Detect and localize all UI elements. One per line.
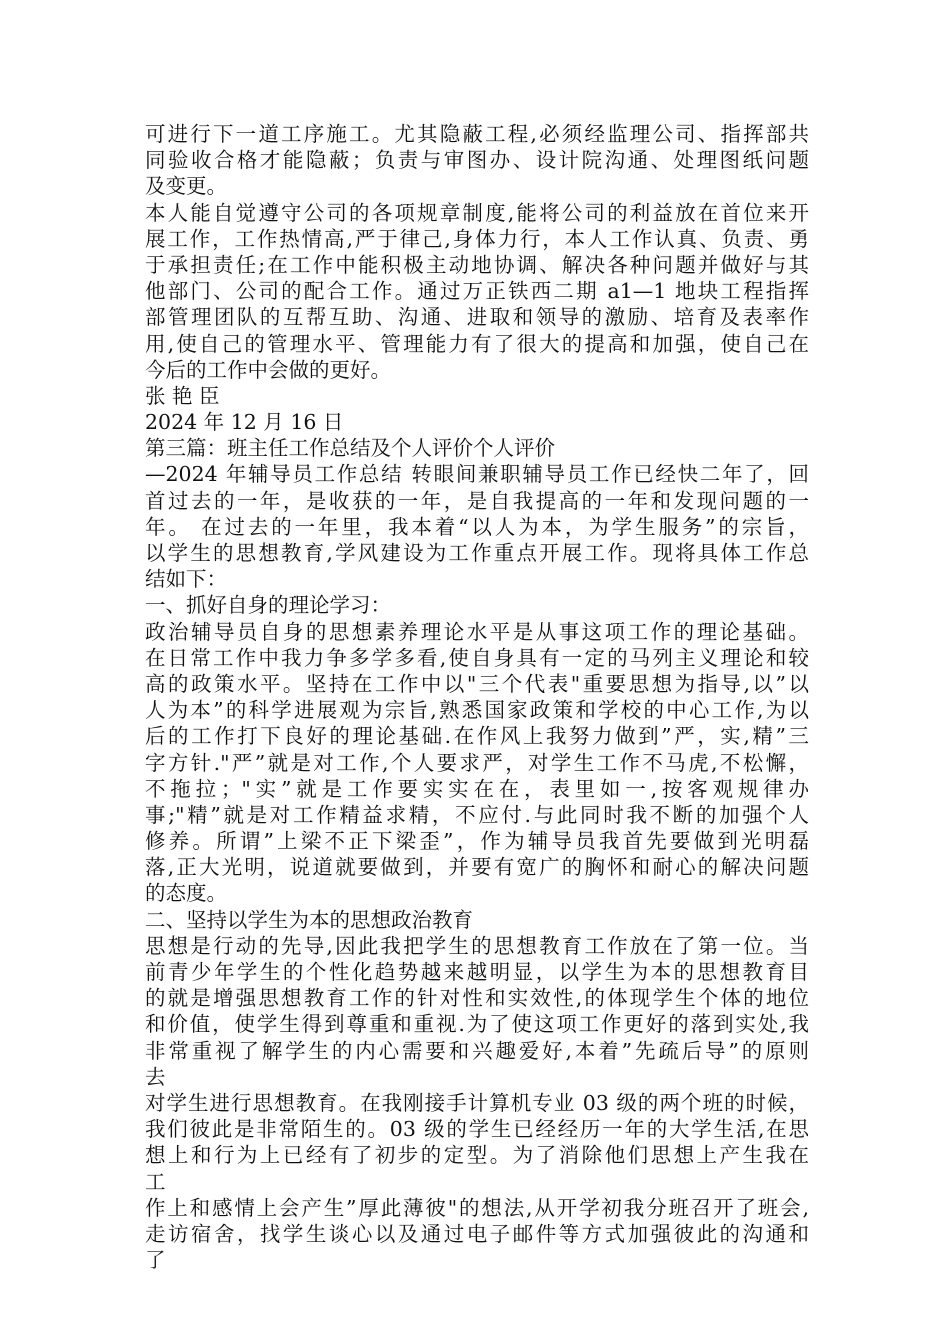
text-line: 他部门、公司的配合工作。通过万正铁西二期 a1—1 地块工程指挥 bbox=[145, 279, 809, 304]
text-line: 政治辅导员自身的思想素养理论水平是从事这项工作的理论基础。 bbox=[145, 619, 809, 644]
text-line: 以学生的思想教育,学风建设为工作重点开展工作。现将具体工作总 bbox=[145, 541, 809, 565]
text-line: 部管理团队的互帮互助、沟通、进取和领导的激励、培育及表率作 bbox=[145, 305, 809, 330]
text-line: 同验收合格才能隐蔽；负责与审图办、设计院沟通、处理图纸问题 bbox=[145, 148, 809, 173]
text-line: 落,正大光明，说道就要做到，并要有宽广的胸怀和耐心的解决问题 bbox=[145, 855, 809, 880]
text-line: 去 bbox=[145, 1064, 166, 1089]
text-line: 人为本”的科学进展观为宗旨,熟悉国家政策和学校的中心工作,为以 bbox=[145, 698, 809, 723]
text-line: 二、坚持以学生为本的思想政治教育 bbox=[145, 907, 473, 932]
text-line: 高的政策水平。坚持在工作中以"三个代表"重要思想为指导,以”以 bbox=[145, 671, 809, 696]
text-line: 本人能自觉遵守公司的各项规章制度,能将公司的利益放在首位来开 bbox=[145, 200, 809, 225]
text-line: 在日常工作中我力争多学多看,使自身具有一定的马列主义理论和较 bbox=[145, 645, 809, 670]
text-line: 不拖拉；"实”就是工作要实实在在，表里如一,按客观规律办 bbox=[145, 776, 809, 801]
text-line: 作上和感情上会产生”厚此薄彼"的想法,从开学初我分班召开了班会, bbox=[145, 1195, 809, 1220]
text-line: 后的工作打下良好的理论基础.在作风上我努力做到”严，实,精”三 bbox=[145, 724, 809, 749]
text-line: 和价值，使学生得到尊重和重视.为了使这项工作更好的落到实处,我 bbox=[145, 1012, 809, 1037]
text-line: 及变更。 bbox=[145, 174, 227, 199]
document-body bbox=[145, 121, 809, 1273]
text-line: 想上和行为上已经有了初步的定型。为了消除他们思想上产生我在 bbox=[145, 1143, 809, 1168]
text-line: 工 bbox=[145, 1169, 166, 1194]
text-line: 一、抓好自身的理论学习： bbox=[145, 593, 391, 618]
text-line: 我们彼此是非常陌生的。03 级的学生已经经历一年的大学生活,在思 bbox=[145, 1117, 809, 1142]
text-line: 于承担责任;在工作中能积极主动地协调、解决各种问题并做好与其 bbox=[145, 252, 809, 277]
text-line: 思想是行动的先导,因此我把学生的思想教育工作放在了第一位。当 bbox=[145, 933, 809, 958]
text-line: 张 艳 臣 bbox=[145, 383, 220, 408]
text-line: —2024 年辅导员工作总结 转眼间兼职辅导员工作已经快二年了，回 bbox=[145, 462, 809, 487]
text-line: 走访宿舍，找学生谈心以及通过电子邮件等方式加强彼此的沟通和 bbox=[145, 1221, 809, 1246]
text-line: 的就是增强思想教育工作的针对性和实效性,的体现学生个体的地位 bbox=[145, 986, 809, 1011]
text-line: 年。 在过去的一年里，我本着“以人为本，为学生服务”的宗旨， bbox=[145, 514, 809, 539]
text-line: 字方针."严”就是对工作,个人要求严，对学生工作不马虎,不松懈， bbox=[145, 750, 809, 775]
text-line: 了 bbox=[145, 1248, 166, 1273]
text-line: 的态度。 bbox=[145, 881, 227, 906]
text-line: 非常重视了解学生的内心需要和兴趣爱好,本着”先疏后导”的原则 bbox=[145, 1038, 809, 1063]
text-line: 事;"精”就是对工作精益求精，不应付.与此同时我不断的加强个人 bbox=[145, 802, 809, 827]
text-line: 首过去的一年，是收获的一年，是自我提高的一年和发现问题的一 bbox=[145, 488, 809, 513]
text-line: 用,使自己的管理水平、管理能力有了很大的提高和加强，使自己在 bbox=[145, 331, 809, 356]
text-line: 2024 年 12 月 16 日 bbox=[145, 410, 344, 435]
text-line: 今后的工作中会做的更好。 bbox=[145, 357, 391, 382]
text-line: 第三篇：班主任工作总结及个人评价个人评价 bbox=[145, 436, 555, 461]
text-line: 前青少年学生的个性化趋势越来越明显，以学生为本的思想教育目 bbox=[145, 960, 809, 984]
text-line: 对学生进行思想教育。在我刚接手计算机专业 03 级的两个班的时候， bbox=[145, 1090, 809, 1115]
text-line: 展工作，工作热情高,严于律己,身体力行，本人工作认真、负责、勇 bbox=[145, 226, 809, 251]
text-line: 结如下： bbox=[145, 567, 227, 592]
text-line: 修养。所谓”上梁不正下梁歪”，作为辅导员我首先要做到光明磊 bbox=[145, 829, 809, 854]
text-line: 可进行下一道工序施工。尤其隐蔽工程,必须经监理公司、指挥部共 bbox=[145, 122, 809, 146]
